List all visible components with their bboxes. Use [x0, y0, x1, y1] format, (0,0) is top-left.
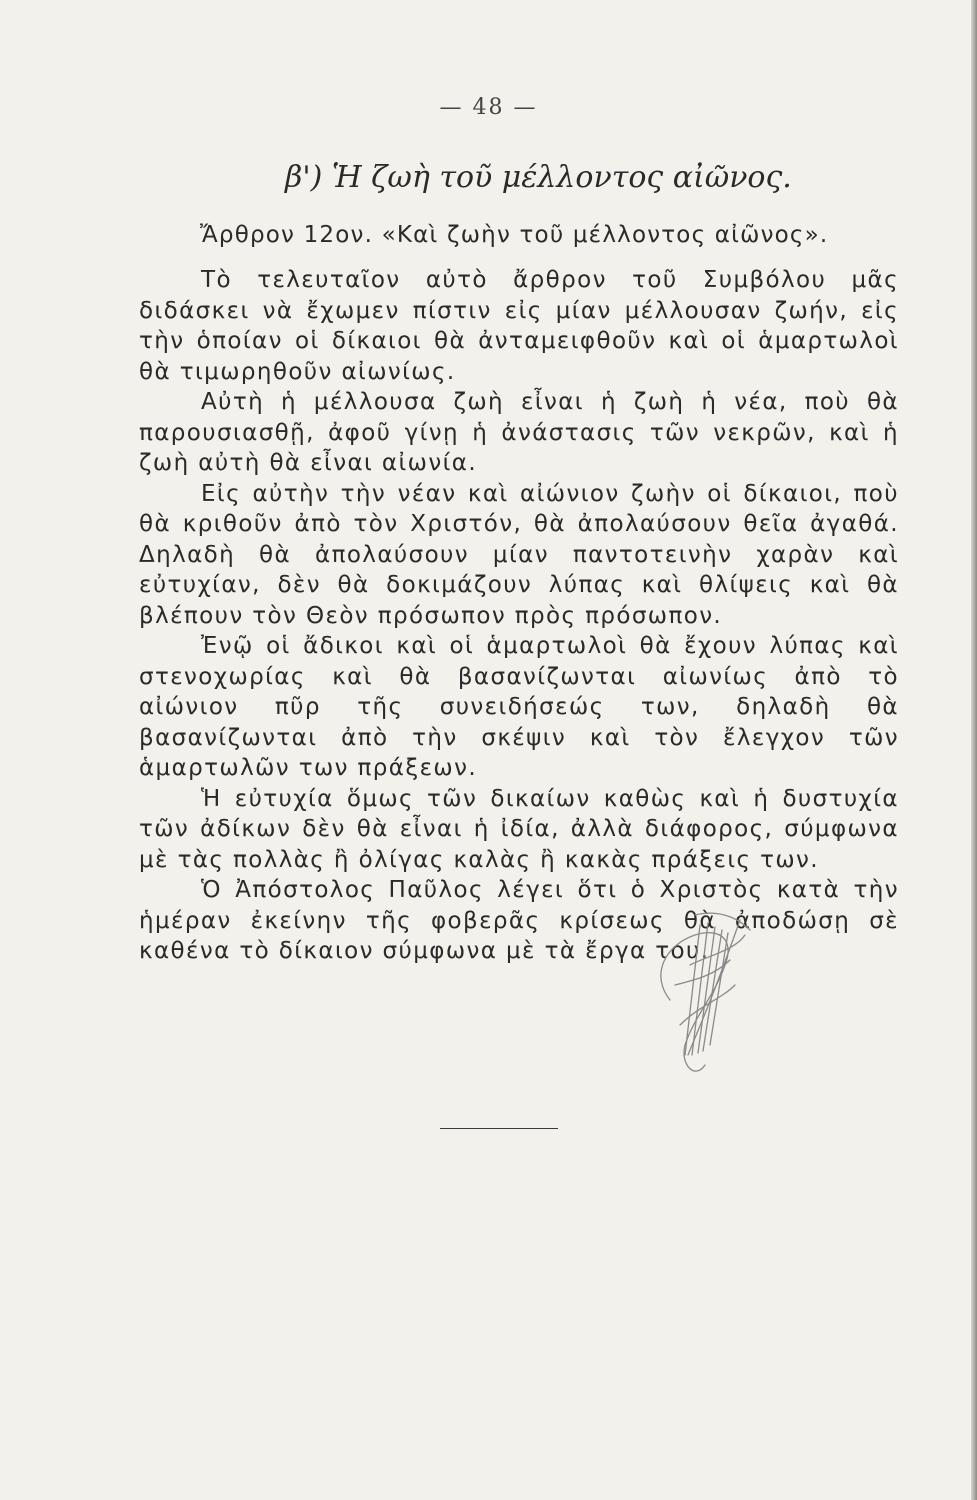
page-number: — 48 —	[439, 95, 538, 120]
paragraph: Ὁ Ἀπόστολος Παῦλος λέγει ὅτι ὁ Χριστὸς κατὰ τὴν ἡμέραν ἐκείνην τῆς φοβερᾶς κρίσεως θὰ ἀποδώσῃ σὲ καθένα τὸ δίκαιον σύμφωνα μὲ τὰ ἔργα του.	[139, 877, 899, 964]
body-text	[139, 265, 899, 967]
page-edge-shadow	[971, 0, 977, 1500]
paragraph: Αὐτὴ ἡ μέλλουσα ζωὴ εἶναι ἡ ζωὴ ἡ νέα, ποὺ θὰ παρουσιασθῇ, ἀφοῦ γίνῃ ἡ ἀνάστασις τῶν νεκρῶν, καὶ ἡ ζωὴ αὐτὴ θὰ εἶναι αἰωνία.	[139, 389, 899, 476]
paragraph: Ἐνῷ οἱ ἄδικοι καὶ οἱ ἁμαρτωλοὶ θὰ ἔχουν λύπας καὶ στενοχωρίας καὶ θὰ βασανίζωνται αἰωνίως ἀπὸ τὸ αἰώνιον πῦρ τῆς συνειδήσεώς των, δηλαδὴ θὰ βασανίζωνται ἀπὸ τὴν σκέψιν καὶ τὸν ἔλεγχον τῶν ἁμαρτωλῶν των πράξεων.	[139, 633, 899, 781]
paragraph: Ἡ εὐτυχία ὅμως τῶν δικαίων καθὼς καὶ ἡ δυστυχία τῶν ἀδίκων δὲν θὰ εἶναι ἡ ἰδία, ἀλλὰ διάφορος, σύμφωνα μὲ τὰς πολλὰς ἢ ὀλίγας καλὰς ἢ κακὰς πράξεις των.	[139, 785, 899, 873]
paragraph: Τὸ τελευταῖον αὐτὸ ἄρθρον τοῦ Συμβόλου μᾶς διδάσκει νὰ ἔχωμεν πίστιν εἰς μίαν μέλλουσαν ζωήν, εἰς τὴν ὁποίαν οἱ δίκαιοι θὰ ἀνταμειφθοῦν καὶ οἱ ἁμαρτωλοὶ θὰ τιμωρηθοῦν αἰωνίως.	[139, 267, 899, 385]
section-title: β') Ἡ ζωὴ τοῦ μέλλοντος αἰῶνος.	[285, 160, 792, 195]
end-rule	[440, 1128, 558, 1129]
paragraph: Εἰς αὐτὴν τὴν νέαν καὶ αἰώνιον ζωὴν οἱ δίκαιοι, ποὺ θὰ κριθοῦν ἀπὸ τὸν Χριστόν, θὰ ἀπολαύσουν θεῖα ἀγαθά. Δηλαδὴ θὰ ἀπολαύσουν μίαν παντοτεινὴν χαρὰν καὶ εὐτυχίαν, δὲν θὰ δοκιμάζουν λύπας καὶ θλίψεις καὶ θὰ βλέπουν τὸν Θεὸν πρόσωπον πρὸς πρόσωπον.	[139, 480, 899, 629]
pencil-signature	[640, 905, 770, 1095]
article-heading: Ἄρθρον 12ον. «Καὶ ζωὴν τοῦ μέλλοντος αἰῶνος».	[200, 222, 829, 248]
